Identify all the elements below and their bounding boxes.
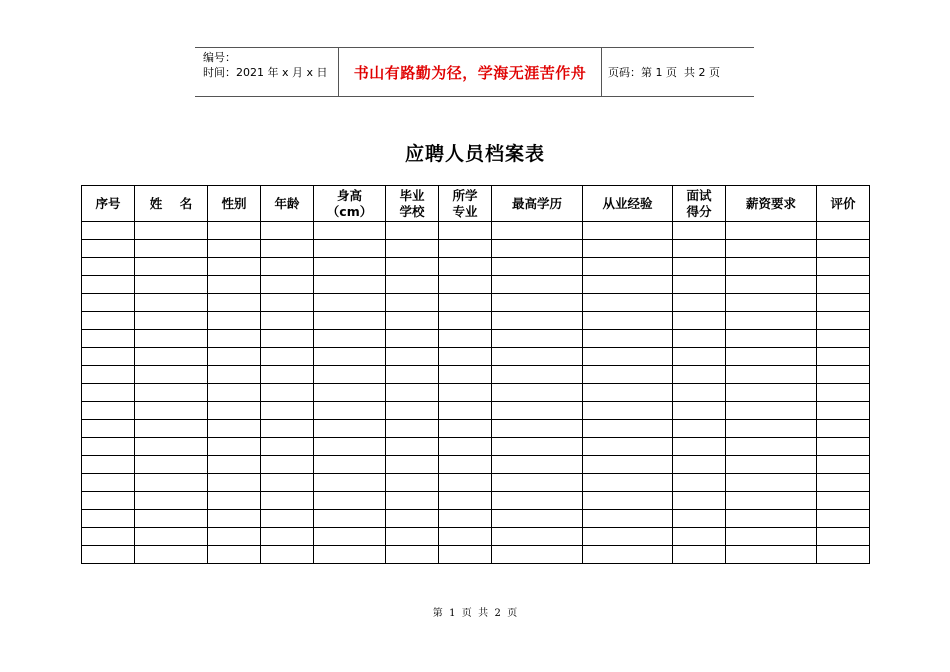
table-cell[interactable] [208, 366, 261, 384]
table-cell[interactable] [492, 402, 583, 420]
table-cell[interactable] [726, 492, 817, 510]
header-meta [195, 48, 338, 96]
table-cell[interactable] [208, 438, 261, 456]
table-cell[interactable] [386, 528, 439, 546]
table-cell[interactable] [673, 294, 726, 312]
table-cell[interactable] [492, 258, 583, 276]
table-cell[interactable] [135, 384, 208, 402]
table-cell[interactable] [208, 348, 261, 366]
table-cell[interactable] [673, 492, 726, 510]
page-info-text: 页码：第 1 页 共 2 页 [608, 66, 720, 79]
table-cell[interactable] [583, 456, 673, 474]
table-cell[interactable] [673, 258, 726, 276]
table-cell[interactable] [386, 402, 439, 420]
table-cell[interactable] [208, 528, 261, 546]
table-row [82, 258, 870, 276]
table-cell[interactable] [314, 258, 386, 276]
table-cell[interactable] [673, 420, 726, 438]
table-cell[interactable] [492, 330, 583, 348]
table-row [82, 474, 870, 492]
table-cell[interactable] [208, 492, 261, 510]
table-cell[interactable] [135, 222, 208, 240]
table-cell[interactable] [261, 240, 314, 258]
table-cell[interactable] [314, 528, 386, 546]
table-cell[interactable] [439, 474, 492, 492]
table-cell[interactable] [492, 528, 583, 546]
table-row [82, 420, 870, 438]
table-cell[interactable] [261, 474, 314, 492]
table-row [82, 528, 870, 546]
table-cell[interactable] [817, 402, 870, 420]
table-cell[interactable] [208, 222, 261, 240]
table-cell[interactable] [492, 294, 583, 312]
table-cell[interactable] [82, 312, 135, 330]
table-cell[interactable] [82, 222, 135, 240]
table-row [82, 348, 870, 366]
table-cell[interactable] [439, 222, 492, 240]
document-header [195, 47, 754, 97]
page-info-cell [602, 48, 754, 96]
table-cell[interactable] [261, 510, 314, 528]
table-cell[interactable] [673, 456, 726, 474]
table-cell[interactable] [135, 348, 208, 366]
table-cell[interactable] [726, 294, 817, 312]
column-header: 身高 （cm） [314, 186, 386, 222]
table-cell[interactable] [386, 456, 439, 474]
table-cell[interactable] [583, 294, 673, 312]
table-cell[interactable] [261, 294, 314, 312]
table-cell[interactable] [82, 402, 135, 420]
table-cell[interactable] [583, 366, 673, 384]
table-cell[interactable] [726, 276, 817, 294]
footer-page-number: 第 1 页 共 2 页 [432, 608, 518, 619]
table-cell[interactable] [208, 240, 261, 258]
table-cell[interactable] [583, 474, 673, 492]
table-cell[interactable] [673, 312, 726, 330]
table-cell[interactable] [82, 492, 135, 510]
table-cell[interactable] [208, 330, 261, 348]
table-cell[interactable] [583, 330, 673, 348]
table-cell[interactable] [492, 240, 583, 258]
table-cell[interactable] [492, 474, 583, 492]
table-cell[interactable] [439, 546, 492, 564]
column-header: 序号 [82, 186, 135, 222]
table-row [82, 366, 870, 384]
table-cell[interactable] [817, 312, 870, 330]
table-row [82, 294, 870, 312]
table-row [82, 456, 870, 474]
table-cell[interactable] [439, 420, 492, 438]
table-cell[interactable] [82, 366, 135, 384]
table-cell[interactable] [135, 438, 208, 456]
table-cell[interactable] [439, 366, 492, 384]
table-cell[interactable] [583, 492, 673, 510]
table-cell[interactable] [135, 492, 208, 510]
table-cell[interactable] [314, 474, 386, 492]
table-cell[interactable] [439, 438, 492, 456]
table-cell[interactable] [314, 402, 386, 420]
table-cell[interactable] [386, 312, 439, 330]
table-cell[interactable] [135, 546, 208, 564]
table-cell[interactable] [314, 510, 386, 528]
table-cell[interactable] [726, 384, 817, 402]
table-cell[interactable] [673, 438, 726, 456]
table-cell[interactable] [261, 348, 314, 366]
table-cell[interactable] [673, 474, 726, 492]
table-cell[interactable] [726, 240, 817, 258]
table-cell[interactable] [386, 258, 439, 276]
column-header: 性别 [208, 186, 261, 222]
table-cell[interactable] [492, 546, 583, 564]
table-cell[interactable] [726, 222, 817, 240]
table-cell[interactable] [726, 420, 817, 438]
table-cell[interactable] [135, 510, 208, 528]
table-row [82, 438, 870, 456]
table-cell[interactable] [208, 474, 261, 492]
table-cell[interactable] [208, 546, 261, 564]
table-cell[interactable] [492, 420, 583, 438]
table-cell[interactable] [583, 384, 673, 402]
table-cell[interactable] [261, 366, 314, 384]
table-cell[interactable] [261, 402, 314, 420]
table-cell[interactable] [817, 492, 870, 510]
table-cell[interactable] [135, 330, 208, 348]
table-cell[interactable] [439, 294, 492, 312]
table-cell[interactable] [386, 492, 439, 510]
table-cell[interactable] [583, 528, 673, 546]
table-cell[interactable] [439, 492, 492, 510]
table-cell[interactable] [314, 276, 386, 294]
table-cell[interactable] [82, 456, 135, 474]
table-cell[interactable] [386, 420, 439, 438]
table-cell[interactable] [673, 528, 726, 546]
table-cell[interactable] [261, 438, 314, 456]
applicant-table [81, 185, 870, 564]
table-cell[interactable] [208, 510, 261, 528]
table-cell[interactable] [439, 240, 492, 258]
table-body [82, 222, 870, 564]
table-cell[interactable] [208, 384, 261, 402]
table-cell[interactable] [135, 528, 208, 546]
table-cell[interactable] [673, 276, 726, 294]
table-row [82, 240, 870, 258]
table-cell[interactable] [135, 258, 208, 276]
table-cell[interactable] [817, 330, 870, 348]
table-cell[interactable] [261, 456, 314, 474]
column-header: 评价 [817, 186, 870, 222]
table-cell[interactable] [82, 474, 135, 492]
motto-cell [338, 48, 602, 96]
table-cell[interactable] [261, 276, 314, 294]
table-cell[interactable] [817, 258, 870, 276]
table-cell[interactable] [135, 402, 208, 420]
table-cell[interactable] [726, 348, 817, 366]
table-cell[interactable] [386, 546, 439, 564]
table-cell[interactable] [314, 366, 386, 384]
table-cell[interactable] [726, 402, 817, 420]
table-cell[interactable] [673, 510, 726, 528]
table-cell[interactable] [439, 528, 492, 546]
table-cell[interactable] [492, 384, 583, 402]
table-cell[interactable] [583, 546, 673, 564]
table-cell[interactable] [82, 330, 135, 348]
column-header: 年龄 [261, 186, 314, 222]
table-cell[interactable] [439, 330, 492, 348]
table-cell[interactable] [314, 384, 386, 402]
table-cell[interactable] [492, 438, 583, 456]
table-cell[interactable] [583, 240, 673, 258]
table-cell[interactable] [82, 276, 135, 294]
table-cell[interactable] [492, 456, 583, 474]
table-cell[interactable] [726, 510, 817, 528]
table-cell[interactable] [583, 312, 673, 330]
table-cell[interactable] [314, 222, 386, 240]
table-cell[interactable] [492, 276, 583, 294]
table-cell[interactable] [492, 366, 583, 384]
table-cell[interactable] [261, 492, 314, 510]
table-row [82, 402, 870, 420]
table-header-row [82, 186, 870, 222]
table-cell[interactable] [817, 456, 870, 474]
table-cell[interactable] [439, 276, 492, 294]
table-cell[interactable] [386, 366, 439, 384]
table-cell[interactable] [439, 402, 492, 420]
table-cell[interactable] [583, 222, 673, 240]
column-header: 姓 名 [135, 186, 208, 222]
table-cell[interactable] [314, 312, 386, 330]
page-footer [0, 604, 950, 619]
table-cell[interactable] [135, 456, 208, 474]
table-row [82, 384, 870, 402]
number-label: 编号： [203, 51, 236, 64]
table-cell[interactable] [583, 438, 673, 456]
table-cell[interactable] [261, 258, 314, 276]
table-cell[interactable] [82, 348, 135, 366]
table-cell[interactable] [673, 366, 726, 384]
table-cell[interactable] [817, 546, 870, 564]
table-cell[interactable] [386, 348, 439, 366]
table-cell[interactable] [817, 474, 870, 492]
table-cell[interactable] [817, 528, 870, 546]
table-cell[interactable] [673, 546, 726, 564]
table-cell[interactable] [583, 402, 673, 420]
table-cell[interactable] [817, 294, 870, 312]
table-cell[interactable] [673, 402, 726, 420]
column-header: 面试 得分 [673, 186, 726, 222]
table-cell[interactable] [583, 510, 673, 528]
motto-text: 书山有路勤为径，学海无涯苦作舟 [353, 63, 587, 82]
table-cell[interactable] [583, 420, 673, 438]
table-cell[interactable] [82, 240, 135, 258]
table-cell[interactable] [314, 546, 386, 564]
table-cell[interactable] [135, 474, 208, 492]
table-cell[interactable] [208, 276, 261, 294]
table-cell[interactable] [208, 312, 261, 330]
time-line: 时间：2021 年 x 月 x 日 [203, 66, 328, 79]
column-header: 毕业 学校 [386, 186, 439, 222]
table-cell[interactable] [386, 294, 439, 312]
column-header: 最高学历 [492, 186, 583, 222]
table-cell[interactable] [817, 276, 870, 294]
table-cell[interactable] [583, 348, 673, 366]
table-cell[interactable] [314, 438, 386, 456]
table-cell[interactable] [386, 438, 439, 456]
table-cell[interactable] [82, 258, 135, 276]
table-cell[interactable] [439, 456, 492, 474]
table-cell[interactable] [726, 546, 817, 564]
table-cell[interactable] [386, 276, 439, 294]
table-cell[interactable] [314, 420, 386, 438]
table-cell[interactable] [492, 312, 583, 330]
table-cell[interactable] [208, 402, 261, 420]
table-cell[interactable] [135, 294, 208, 312]
table-cell[interactable] [583, 276, 673, 294]
page-title: 应聘人员档案表 [404, 143, 545, 165]
table-cell[interactable] [492, 510, 583, 528]
table-cell[interactable] [314, 348, 386, 366]
table-cell[interactable] [386, 384, 439, 402]
table-row [82, 510, 870, 528]
table-cell[interactable] [386, 330, 439, 348]
table-cell[interactable] [492, 492, 583, 510]
table-cell[interactable] [726, 330, 817, 348]
table-cell[interactable] [208, 258, 261, 276]
table-cell[interactable] [439, 510, 492, 528]
table-cell[interactable] [726, 366, 817, 384]
table-cell[interactable] [261, 384, 314, 402]
table-cell[interactable] [673, 240, 726, 258]
table-cell[interactable] [817, 240, 870, 258]
table-cell[interactable] [314, 456, 386, 474]
table-cell[interactable] [439, 258, 492, 276]
table-cell[interactable] [726, 528, 817, 546]
table-cell[interactable] [817, 222, 870, 240]
table-cell[interactable] [817, 348, 870, 366]
table-cell[interactable] [82, 510, 135, 528]
table-cell[interactable] [817, 384, 870, 402]
table-cell[interactable] [673, 348, 726, 366]
table-cell[interactable] [817, 366, 870, 384]
table-cell[interactable] [208, 294, 261, 312]
table-row [82, 276, 870, 294]
table-cell[interactable] [817, 510, 870, 528]
table-cell[interactable] [261, 546, 314, 564]
table-cell[interactable] [726, 438, 817, 456]
table-cell[interactable] [726, 258, 817, 276]
table-cell[interactable] [261, 312, 314, 330]
column-header: 薪资要求 [726, 186, 817, 222]
table-cell[interactable] [439, 348, 492, 366]
table-cell[interactable] [386, 222, 439, 240]
table-cell[interactable] [314, 492, 386, 510]
table-row [82, 492, 870, 510]
table-cell[interactable] [82, 294, 135, 312]
table-cell[interactable] [386, 474, 439, 492]
column-header: 从业经验 [583, 186, 673, 222]
table-cell[interactable] [726, 474, 817, 492]
table-cell[interactable] [314, 294, 386, 312]
table-cell[interactable] [386, 510, 439, 528]
table-cell[interactable] [314, 240, 386, 258]
column-header: 所学 专业 [439, 186, 492, 222]
table-row [82, 330, 870, 348]
table-row [82, 312, 870, 330]
table-cell[interactable] [261, 330, 314, 348]
table-cell[interactable] [208, 420, 261, 438]
table-cell[interactable] [673, 330, 726, 348]
table-cell[interactable] [82, 438, 135, 456]
table-cell[interactable] [817, 420, 870, 438]
table-cell[interactable] [726, 456, 817, 474]
table-cell[interactable] [726, 312, 817, 330]
table-cell[interactable] [82, 420, 135, 438]
table-cell[interactable] [492, 222, 583, 240]
table-cell[interactable] [261, 222, 314, 240]
table-cell[interactable] [673, 384, 726, 402]
table-row [82, 546, 870, 564]
table-cell[interactable] [135, 240, 208, 258]
table-cell[interactable] [439, 384, 492, 402]
table-cell[interactable] [135, 420, 208, 438]
table-cell[interactable] [135, 366, 208, 384]
table-cell[interactable] [492, 348, 583, 366]
table-row [82, 222, 870, 240]
table-cell[interactable] [817, 438, 870, 456]
table-cell[interactable] [135, 312, 208, 330]
table-cell[interactable] [82, 384, 135, 402]
table-cell[interactable] [82, 528, 135, 546]
table-cell[interactable] [261, 528, 314, 546]
table-cell[interactable] [673, 222, 726, 240]
table-cell[interactable] [82, 546, 135, 564]
table-cell[interactable] [314, 330, 386, 348]
table-cell[interactable] [261, 420, 314, 438]
table-cell[interactable] [583, 258, 673, 276]
table-cell[interactable] [208, 456, 261, 474]
table-cell[interactable] [386, 240, 439, 258]
table-cell[interactable] [439, 312, 492, 330]
table-cell[interactable] [135, 276, 208, 294]
